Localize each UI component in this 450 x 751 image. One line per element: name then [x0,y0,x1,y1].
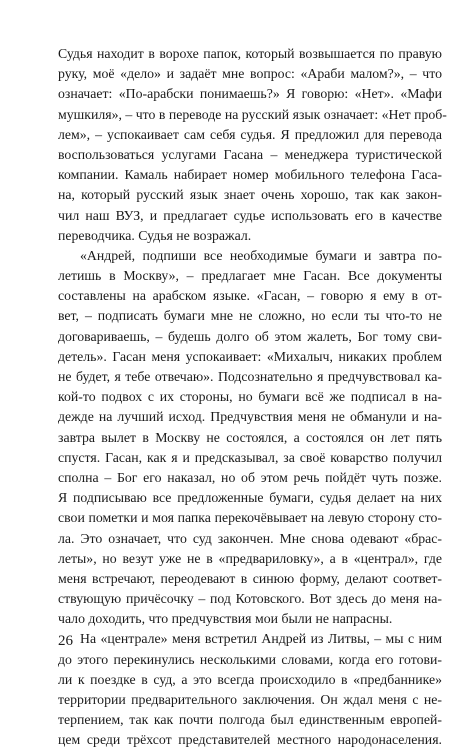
text-line: сполна – Бог его наказал, но об этом речь пойдёт чуть позже. [58,469,442,485]
page-number: 26 [58,633,73,649]
text-line: на, который русский язык знает очень хорошо, так как закон- [58,187,442,203]
text-line: «Андрей, подпиши все необходимые бумаги и завтра по- [80,247,442,263]
text-line: спустя. Гасан, как я и предсказывал, за своё коварство получил [58,449,442,465]
text-line: договариваешь, – будешь долго об этом жалеть, Бог тому сви- [58,328,442,344]
text-line: переводчика. Судья не возражал. [58,227,252,243]
text-line: компании. Камаль набирает номер мобильного телефона Гаса- [58,167,442,183]
text-line: мушкиля», – что в переводе на русский язык означает: «Нет проб- [58,106,447,122]
text-line: лем», – успокаивает сам себя судья. Я предложил для перевода [58,126,442,142]
text-line: чил наш ВУЗ, и предлагает судье использовать его в качестве [58,207,442,223]
text-line: кой-то подвох с их стороны, но бумаги всё же подписал в на- [58,389,442,405]
text-line: ла. Это означает, что суд закончен. Мне снова одевают «брас- [58,530,442,546]
text-line: руку, моё «дело» и задаёт мне вопрос: «Араби малом?», – что [58,66,442,82]
text-line: цем среди трёхсот представителей местного народонаселения. [58,732,442,748]
text-line: ствующую причёсочку – под Котовского. Вот здесь до меня на- [58,591,442,607]
text-line: чало доходить, что предчувствия мои были не напрасны. [58,611,393,627]
text-line: составлены на арабском языке. «Гасан, – говорю я ему в от- [58,288,442,304]
text-line: завтра вылет в Москву не состоялся, а состоялся он лет пять [58,429,442,445]
text-line: На «централе» меня встретил Андрей из Литвы, – мы с ним [80,631,442,647]
text-line: Я подписываю все предложенные бумаги, судья делает на них [58,490,442,506]
text-line: леты», но везут уже не в «предвариловку», а в «централ», где [58,550,442,566]
text-line: терпением, так как почти полгода был единственным европей- [58,712,442,728]
text-line: ли к поездке в суд, а это всегда происходило в «предбаннике» [58,671,442,687]
text-line: свои пометки и моя папка перекочёвывает на левую сторону сто- [58,510,442,526]
text-line: меня встречают, переодевают в синюю форму, делают соответ- [58,570,442,586]
text-line: территории предварительного заключения. Он ждал меня с не- [58,692,442,707]
text-line: воспользоваться услугами Гасана – менеджера туристической [58,146,442,162]
text-line: вет, – подписать бумаги мне не сложно, но если ты что-то не [58,308,442,324]
text-line: Судья находит в ворохе папок, который возвышается по правую [58,46,442,61]
text-line: дежде на лучший исход. Предчувствия меня не обманули и на- [58,409,442,425]
text-line: означает: «По-арабски понимаешь?» Я говорю: «Нет». «Мафи [58,86,442,102]
body-text [58,44,447,751]
text-line: летишь в Москву», – предлагает мне Гасан. Все документы [58,268,442,284]
text-line: детель». Гасан меня успокаивает: «Михалыч, никаких проблем [58,348,442,364]
text-line: не будет, я тебе отвечаю». Подсознательно я предчувствовал ка- [58,369,442,384]
text-line: до этого перекинулись несколькими словами, когда его готови- [58,651,442,667]
